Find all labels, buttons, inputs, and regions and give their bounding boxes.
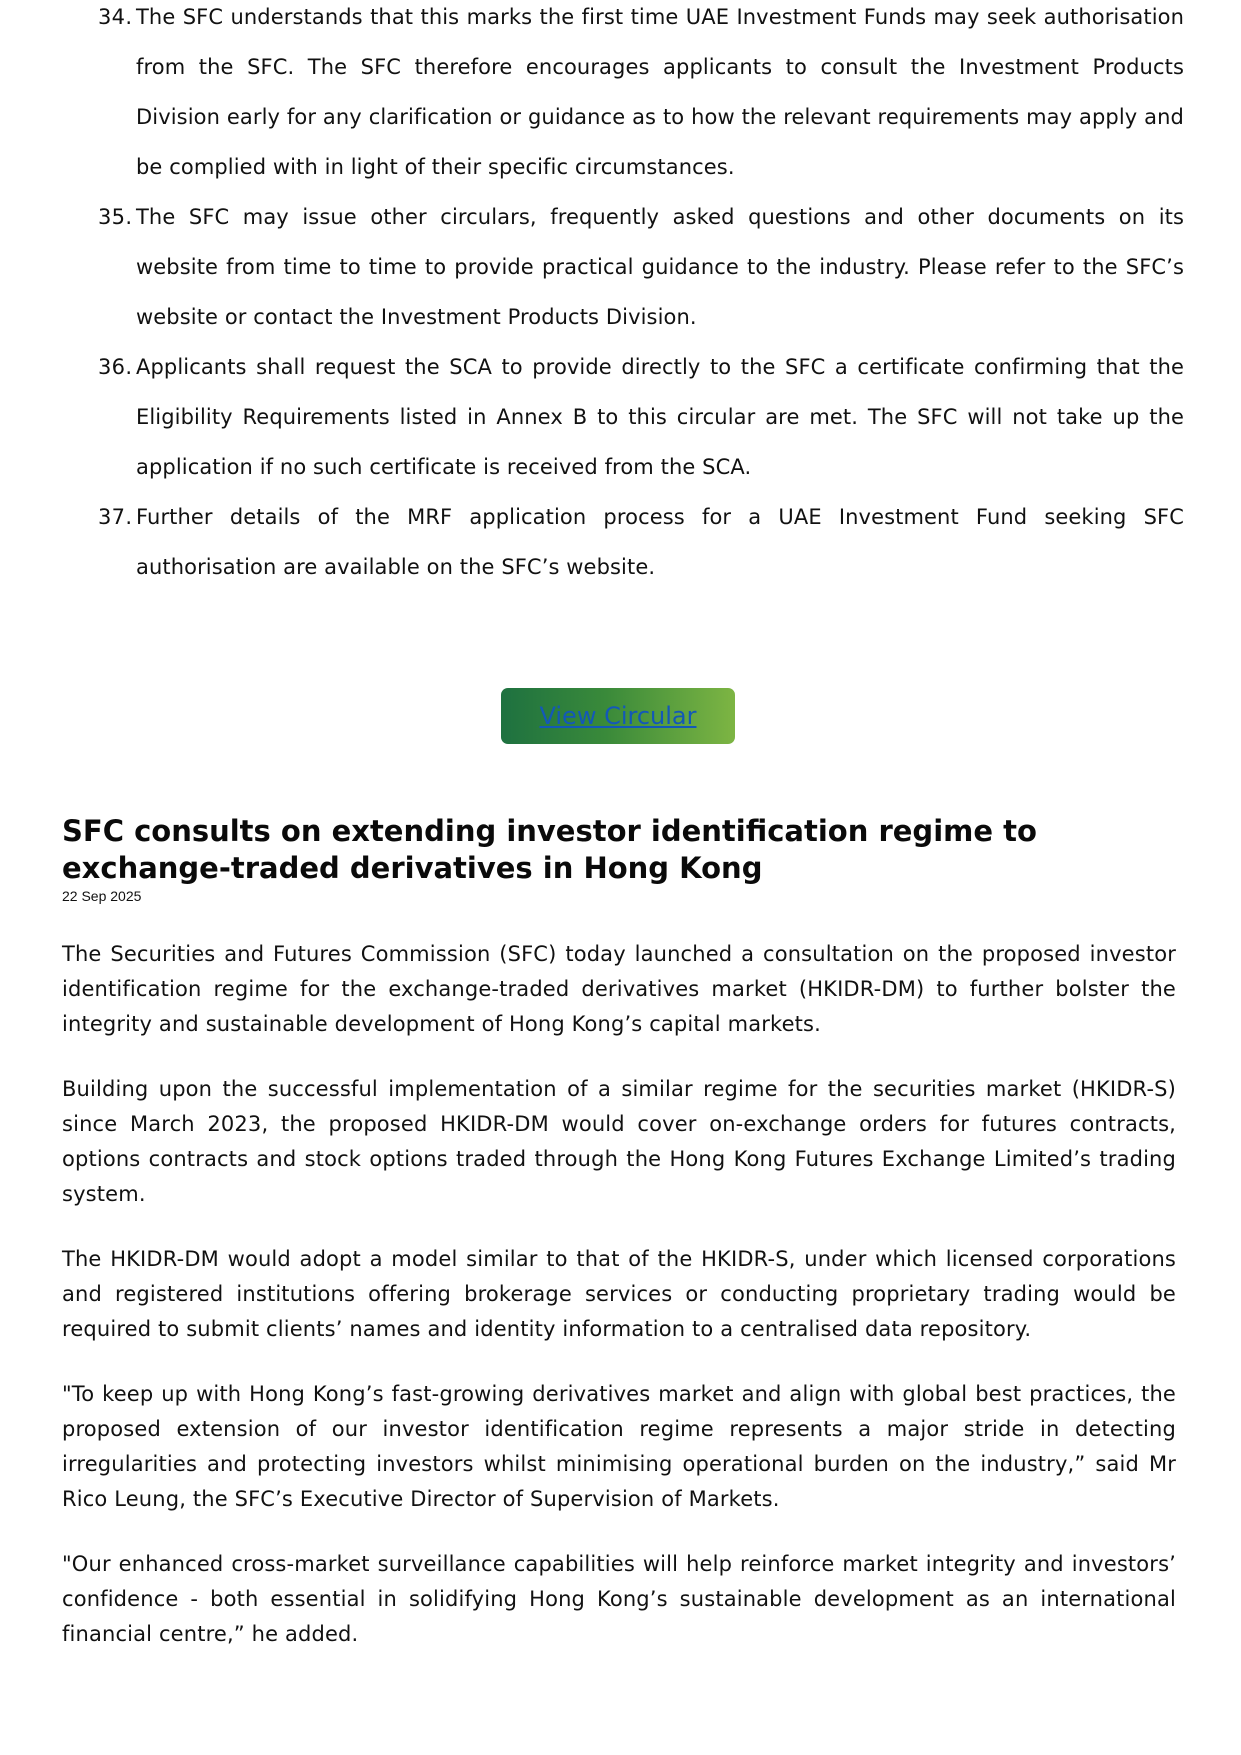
article-paragraph: Building upon the successful implementation of a similar regime for the securities market (HKIDR-S) since March 2023, the proposed HKIDR-DM would cover on-exchange orders for futures contracts, options contracts and stock options traded through the Hong Kong Futures Exchange Limited’s trading system.	[62, 1077, 1176, 1206]
view-circular-container	[501, 688, 735, 744]
article-paragraph: "Our enhanced cross-market surveillance capabilities will help reinforce market integrity and investors’ confidence - both essential in solidifying Hong Kong’s sustainable development as an international financial centre,” he added.	[62, 1552, 1176, 1646]
list-item	[98, 0, 1184, 192]
item-text: Applicants shall request the SCA to provide directly to the SFC a certificate confirming that the Eligibility Requirements listed in Annex B to this circular are met. The SFC will not take up the application if no such certificate is received from the SCA.	[136, 355, 1184, 479]
article-paragraph: The HKIDR-DM would adopt a model similar to that of the HKIDR-S, under which licensed corporations and registered institutions offering brokerage services or conducting proprietary trading would be required to submit clients’ names and identity information to a centralised data repository.	[62, 1247, 1176, 1341]
article-date: 22 Sep 2025	[62, 888, 142, 904]
item-number: 35.	[98, 205, 133, 229]
news-article	[62, 813, 1176, 1682]
list-item	[98, 192, 1184, 342]
item-text: The SFC may issue other circulars, frequently asked questions and other documents on its website from time to time to provide practical guidance to the industry. Please refer to the SFC’s website or contact the Investment Products Division.	[136, 205, 1184, 329]
list-item	[98, 342, 1184, 492]
article-title: SFC consults on extending investor identification regime to exchange-traded derivatives in Hong Kong	[62, 814, 1037, 885]
item-number: 36.	[98, 355, 133, 379]
list-item	[98, 492, 1184, 592]
view-circular-button[interactable]: View Circular	[501, 688, 735, 744]
item-number: 34.	[98, 5, 133, 29]
article-body	[62, 937, 1176, 1652]
article-paragraph: The Securities and Futures Commission (SFC) today launched a consultation on the proposed investor identification regime for the exchange-traded derivatives market (HKIDR-DM) to further bolster the integrity and sustainable development of Hong Kong’s capital markets.	[62, 942, 1176, 1036]
item-text: Further details of the MRF application process for a UAE Investment Fund seeking SFC authorisation are available on the SFC’s website.	[136, 505, 1184, 579]
article-paragraph: "To keep up with Hong Kong’s fast-growing derivatives market and align with global best practices, the proposed extension of our investor identification regime represents a major stride in detecting irregularities and protecting investors whilst minimising operational burden on the industry,” said Mr Rico Leung, the SFC’s Executive Director of Supervision of Markets.	[62, 1382, 1176, 1511]
item-text: The SFC understands that this marks the first time UAE Investment Funds may seek authorisation from the SFC. The SFC therefore encourages applicants to consult the Investment Products Division early for any clarification or guidance as to how the relevant requirements may apply and be complied with in light of their specific circumstances.	[136, 5, 1184, 179]
numbered-list	[98, 0, 1184, 592]
item-number: 37.	[98, 505, 133, 529]
